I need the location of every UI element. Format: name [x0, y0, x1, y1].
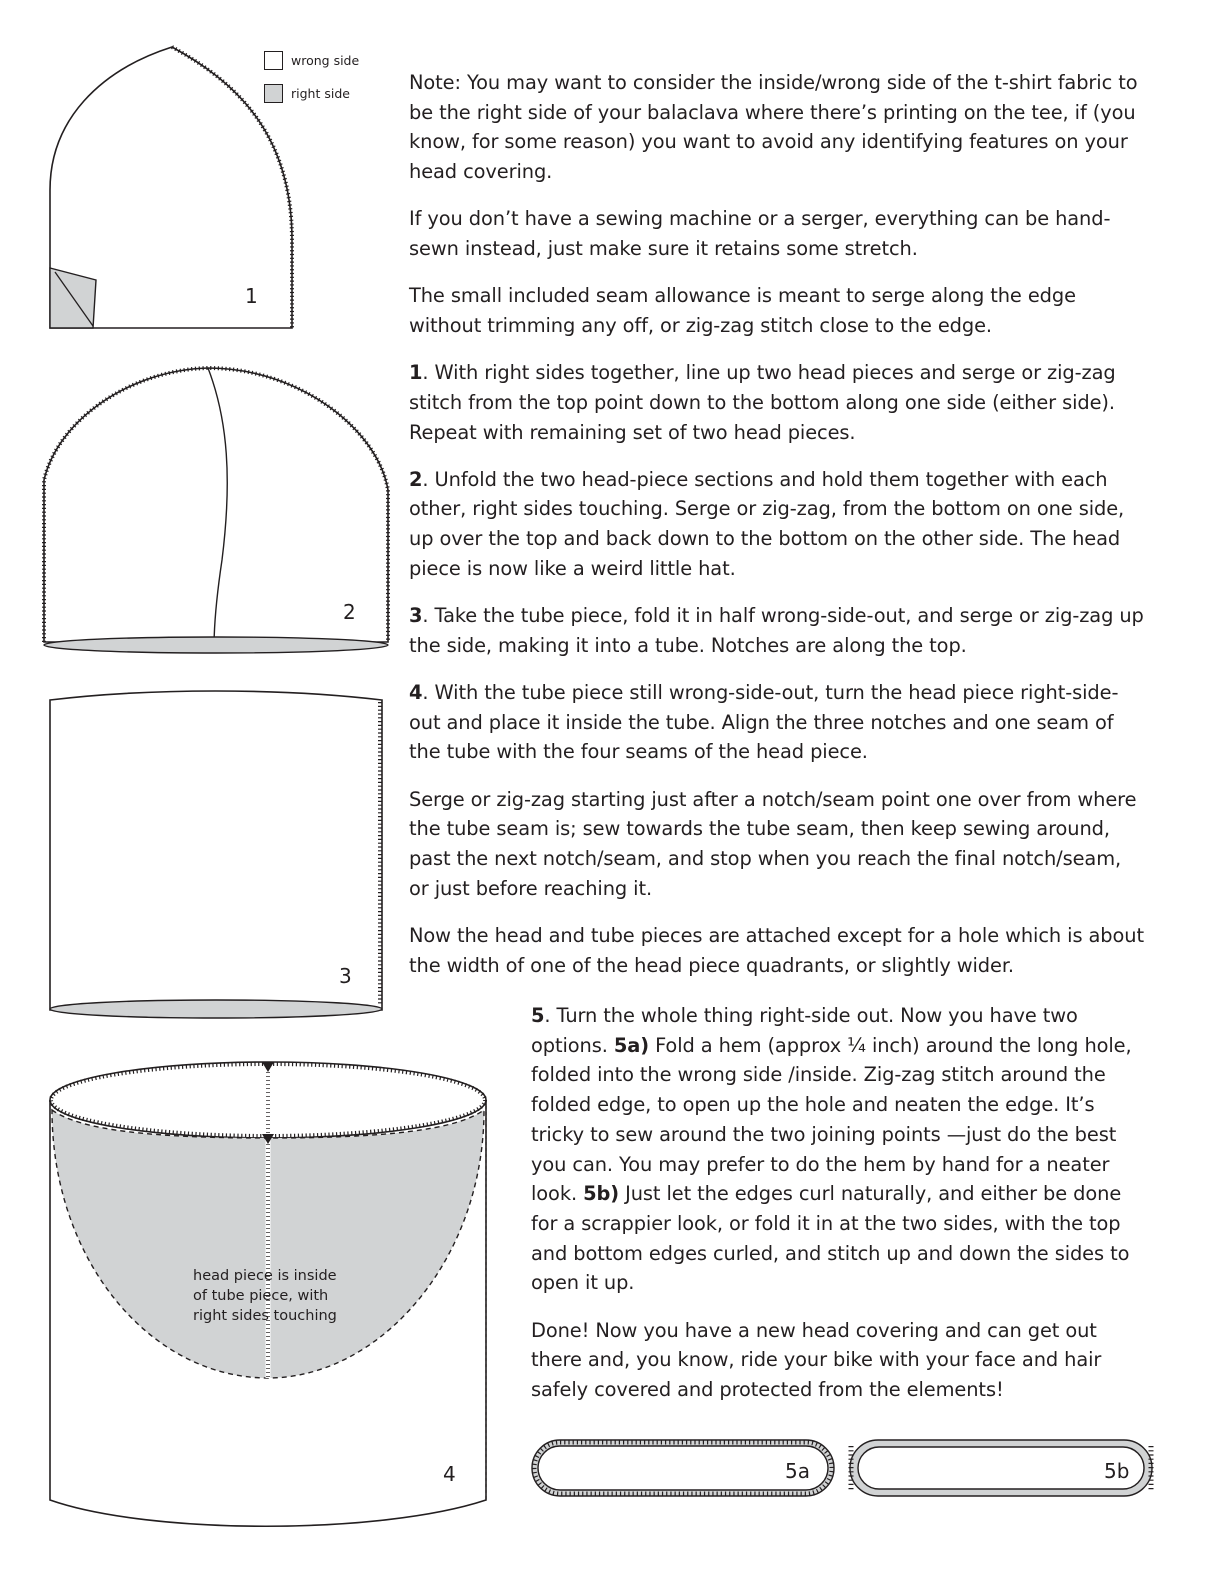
step-4	[409, 678, 1144, 767]
caption-line-1: head piece is inside	[193, 1268, 337, 1284]
no-machine-paragraph: If you don’t have a sewing machine or a serger, everything can be hand-sewn instead, just make sure it retains some stretch.	[409, 207, 1111, 261]
done-paragraph: Done! Now you have a new head covering and can get out there and, you know, ride your bike with your face and hair safely covered and protected from the elements!	[531, 1318, 1102, 1401]
step-4-text: . With the tube piece still wrong-side-out, turn the head piece right-side-out and place it inside the tube. Align the three notches and one seam of the tube with the four seams of the head piece.	[409, 680, 1119, 764]
step-1-text: . With right sides together, line up two head pieces and serge or zig-zag stitch from the top point down to the bottom along one side (either side). Repeat with remaining set of two head pieces.	[409, 361, 1116, 444]
figure-number-3: 3	[339, 964, 352, 988]
step-1-number: 1	[409, 361, 423, 385]
legend-right-side	[264, 84, 350, 103]
step-5-text-b: Fold a hem (approx ¼ inch) around the long hole, folded into the wrong side /inside. Zig-zag stitch around the folded edge, to open up the hole and neaten the edge. It’s tricky to sew around the two joining points —just do the best you can. You may prefer to do the hem by hand for a neater look.	[531, 1033, 1132, 1206]
step-5-text-c: Just let the edges curl naturally, and either be done for a scrappier look, or fold it in at the two sides, with the top and bottom edges curled, and stitch up and down the sides to open it up.	[531, 1182, 1130, 1295]
step-2	[409, 465, 1144, 584]
figure-number-4: 4	[443, 1462, 456, 1486]
step-2-text: . Unfold the two head-piece sections and hold them together with each other, right sides touching. Serge or zig-zag, from the bottom on one side, up over the top and back down to the bottom on the other side. The head piece is now like a weird little hat.	[409, 467, 1125, 580]
figure-3-tube	[50, 691, 382, 1018]
step-3	[409, 601, 1144, 660]
legend-right-side-label: right side	[291, 86, 350, 101]
legend-wrong-side-label: wrong side	[291, 53, 360, 68]
step-5-number: 5	[531, 1004, 545, 1027]
step-3-number: 3	[409, 604, 423, 628]
grey-swatch	[264, 84, 283, 103]
tube-opening	[50, 1000, 382, 1018]
step-5	[531, 1001, 1143, 1298]
step-4-number: 4	[409, 680, 423, 704]
instructions-lower	[531, 1001, 1143, 1422]
step-5b-label: 5b)	[583, 1182, 620, 1206]
step-5a-label: 5a)	[613, 1033, 649, 1057]
figure-number-5a: 5a	[785, 1459, 810, 1483]
figure-2-hat	[44, 368, 388, 653]
instructions-upper	[409, 68, 1144, 998]
figure-number-1: 1	[245, 284, 258, 308]
caption-line-3: right sides touching	[193, 1308, 337, 1324]
white-swatch	[264, 51, 283, 70]
figure-number-5b: 5b	[1104, 1459, 1130, 1483]
step-2-number: 2	[409, 467, 423, 491]
step-5-text-a: . Turn the whole thing right-side out. Now you have two options.	[531, 1004, 1078, 1057]
hat-opening	[44, 637, 388, 653]
attached-paragraph: Now the head and tube pieces are attached except for a hole which is about the width of one of the head piece quadrants, or slightly wider.	[409, 923, 1144, 977]
figure-4-caption	[193, 1266, 373, 1326]
seam-allowance-paragraph: The small included seam allowance is meant to serge along the edge without trimming any off, or zig-zag stitch close to the edge.	[409, 284, 1076, 337]
serge-paragraph: Serge or zig-zag starting just after a notch/seam point one over from where the tube seam is; sew towards the tube seam, then keep sewing around, past the next notch/seam, and stop when you reach the final notch/seam, or just before reaching it.	[409, 787, 1137, 900]
caption-line-2: of tube piece, with	[193, 1288, 329, 1304]
step-3-text: . Take the tube piece, fold it in half wrong-side-out, and serge or zig-zag up the side, making it into a tube. Notches are along the top.	[409, 604, 1144, 657]
legend-wrong-side	[264, 51, 359, 70]
figure-number-2: 2	[343, 600, 356, 624]
note-paragraph: Note: You may want to consider the inside/wrong side of the t-shirt fabric to be the right side of your balaclava where there’s printing on the tee, if (you know, for some reason) you want to avoid any identifying features on your head covering.	[409, 71, 1138, 184]
step-1	[409, 358, 1144, 447]
